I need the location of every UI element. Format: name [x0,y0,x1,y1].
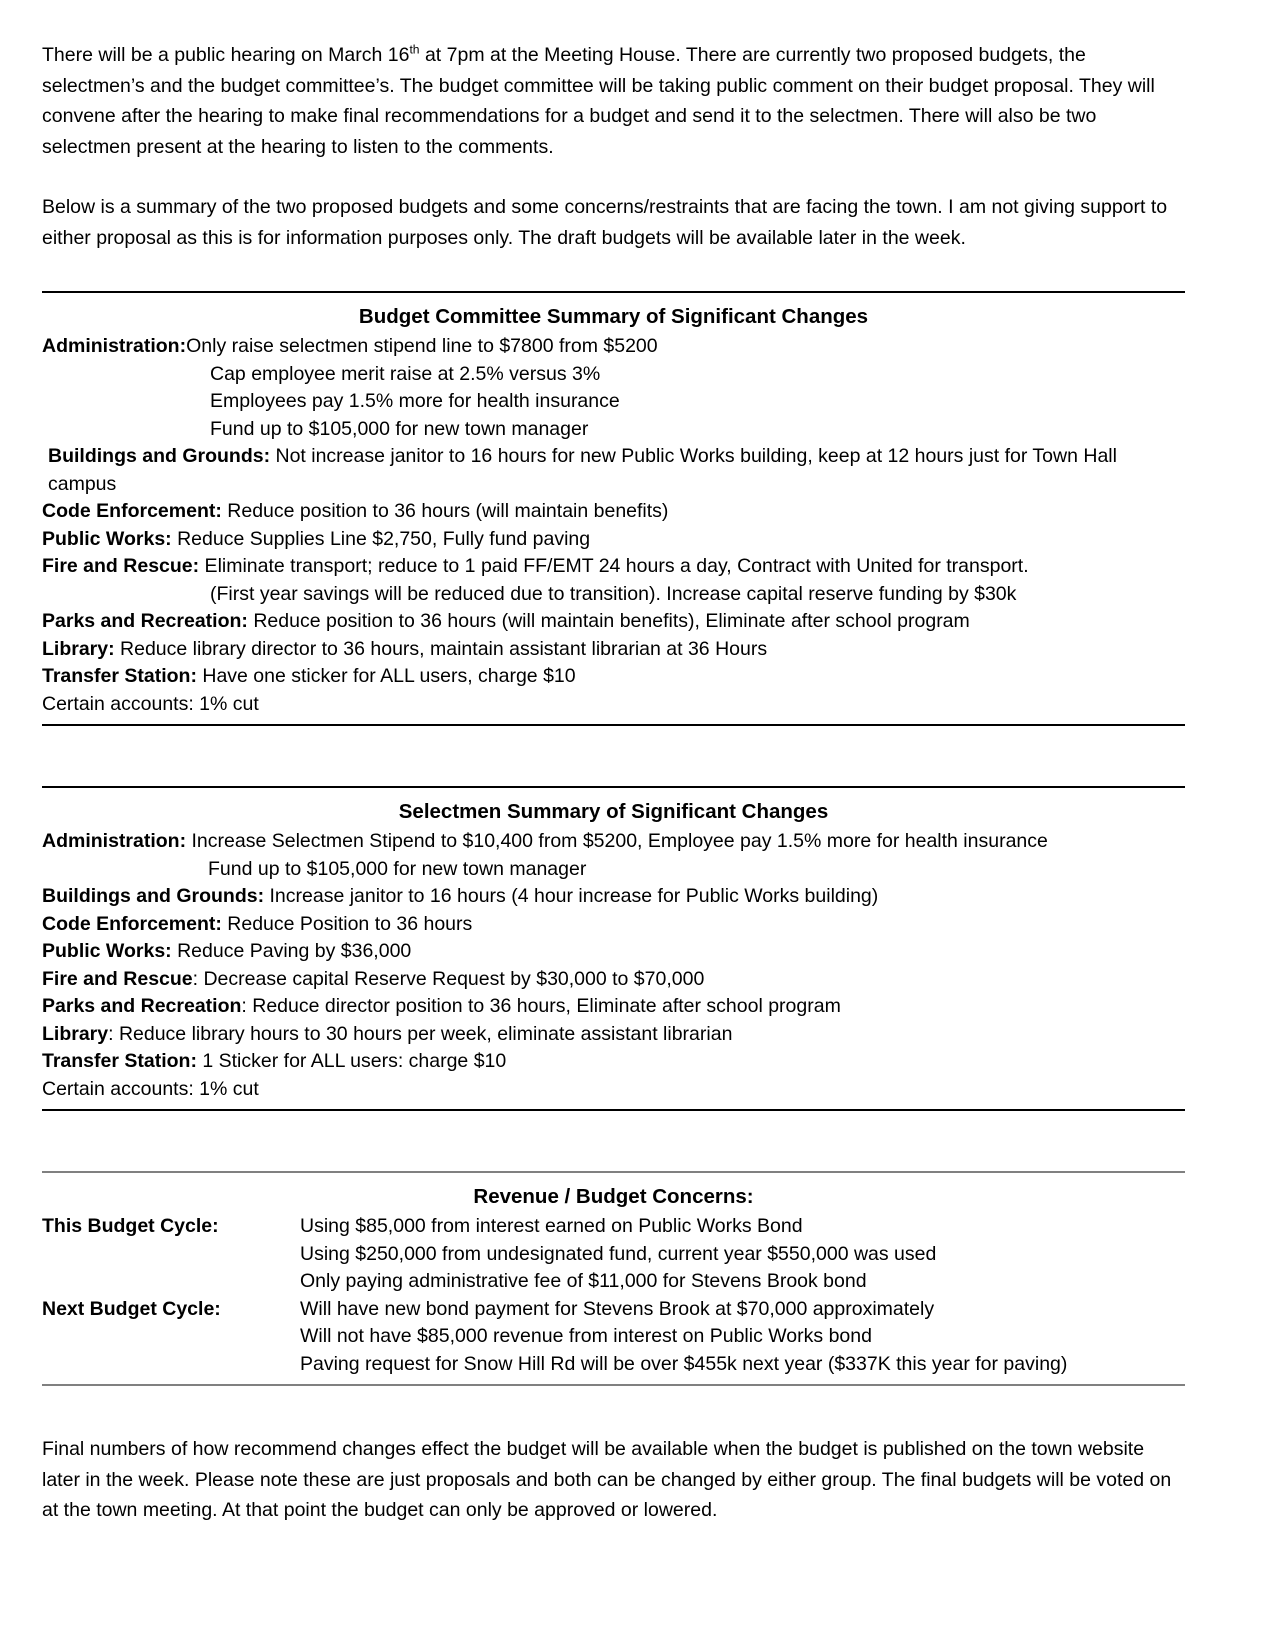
sm-transfer-label: Transfer Station: [42,1050,197,1072]
sm-parks-text: : Reduce director position to 36 hours, Eliminate after school program [241,995,841,1017]
bc-public-works-text: Reduce Supplies Line $2,750, Fully fund paving [171,527,591,550]
this-budget-cycle-line-2: Using $250,000 from undesignated fund, current year $550,000 was used [300,1242,937,1265]
sm-transfer-text: 1 Sticker for ALL users: charge $10 [196,1050,507,1072]
sm-certain-accounts-row [42,1076,1185,1110]
bc-fire-text: Eliminate transport; reduce to 1 paid FF/EMT 24 hours a day, Contract with United for transport. [199,555,1029,577]
intro-paragraph-1-part-a: There will be a public hearing on March 16 [42,44,410,66]
bc-administration-line-1: Only raise selectmen stipend line to $7800 from $5200 [186,335,658,357]
bc-parks-row [42,608,1185,636]
spacer [42,1386,1185,1434]
revenue-row [42,1296,1185,1324]
bc-parks-label: Parks and Recreation: [42,610,248,632]
budget-committee-section [42,291,1185,726]
bc-buildings-label: Buildings and Grounds: [48,445,271,467]
bc-administration-line-2: Cap employee merit raise at 2.5% versus 3% [210,362,601,385]
ordinal-suffix: th [409,42,420,57]
sm-library-text: : Reduce library hours to 30 hours per week, eliminate assistant librarian [108,1022,733,1045]
spacer [42,253,1185,291]
sm-code-label: Code Enforcement: [42,912,222,935]
sm-public-works-row [42,938,1185,966]
sm-administration-line-1: Increase Selectmen Stipend to $10,400 from $5200, Employee pay 1.5% more for health insurance [186,830,1048,852]
sm-administration-line-2-row [42,856,1185,884]
bc-fire-line-2-row [42,581,1185,609]
revenue-concerns-title: Revenue / Budget Concerns: [473,1185,754,1208]
sm-library-label: Library [42,1022,109,1045]
sm-parks-row [42,993,1185,1021]
bc-administration-label: Administration: [42,335,187,357]
bc-code-text: Reduce position to 36 hours (will maintain benefits) [221,500,669,522]
this-budget-cycle-line-1: Using $85,000 from interest earned on Public Works Bond [300,1215,803,1237]
revenue-row [42,1323,1185,1351]
revenue-label-spacer [42,1241,300,1269]
bc-fire-label: Fire and Rescue: [42,555,200,577]
bc-buildings-row [42,443,1185,498]
bc-administration-line-4-row [42,416,1185,444]
bc-transfer-text: Have one sticker for ALL users, charge $10 [196,665,576,687]
sm-library-row [42,1021,1185,1049]
revenue-label-spacer [42,1268,300,1296]
bc-public-works-label: Public Works: [42,527,172,550]
intro-paragraph-2: Below is a summary of the two proposed budgets and some concerns/restraints that are facing the town. I am not giving support to either proposal as this is for information purposes only. The draft budgets will be available later in the week. [42,196,1168,249]
revenue-row [42,1351,1185,1385]
next-budget-cycle-line-3: Paving request for Snow Hill Rd will be over $455k next year ($337K this year for paving) [300,1352,1068,1375]
revenue-concerns-section [42,1171,1185,1386]
bc-transfer-label: Transfer Station: [42,665,197,687]
sm-parks-label: Parks and Recreation [42,995,242,1017]
bc-fire-line-2: (First year savings will be reduced due to transition). Increase capital reserve funding by $30k [210,582,1017,605]
sm-buildings-text: Increase janitor to 16 hours (4 hour increase for Public Works building) [264,885,879,907]
sm-code-row [42,911,1185,939]
bc-administration-line-4: Fund up to $105,000 for new town manager [210,417,589,440]
revenue-label-spacer [42,1351,300,1379]
spacer [42,1111,1185,1171]
bc-public-works-row [42,526,1185,554]
sm-buildings-row [42,883,1185,911]
revenue-row [42,1268,1185,1296]
bc-library-text: Reduce library director to 36 hours, maintain assistant librarian at 36 Hours [114,637,768,660]
sm-public-works-label: Public Works: [42,940,172,962]
spacer [42,726,1185,786]
revenue-label-spacer [42,1323,300,1351]
bc-buildings-text: Not increase janitor to 16 hours for new Public Works building, keep at 12 hours just for Town Hall campus [48,445,1117,495]
budget-committee-title: Budget Committee Summary of Significant Changes [358,305,869,328]
closing-paragraph: Final numbers of how recommend changes effect the budget will be available when the budget is published on the town website later in the week. Please note these are just proposals and both can be changed by either group. The final budgets will be voted on at the town meeting. At that point the budget can only be approved or lowered. [42,1438,1172,1521]
sm-code-text: Reduce Position to 36 hours [221,912,473,935]
sm-public-works-text: Reduce Paving by $36,000 [171,940,412,962]
sm-transfer-row [42,1048,1185,1076]
sm-certain-accounts: Certain accounts: 1% cut [42,1077,259,1100]
bc-certain-accounts-row [42,691,1185,725]
sm-fire-text: : Decrease capital Reserve Request by $30,000 to $70,000 [192,967,705,990]
bc-administration-row [42,333,1185,361]
intro-paragraph-1 [42,40,1185,162]
sm-buildings-label: Buildings and Grounds: [42,885,265,907]
bc-certain-accounts: Certain accounts: 1% cut [42,692,259,715]
bc-transfer-row [42,663,1185,691]
revenue-row [42,1213,1185,1241]
sm-fire-row [42,966,1185,994]
selectmen-section [42,786,1185,1111]
selectmen-title: Selectmen Summary of Significant Changes [398,800,829,823]
this-budget-cycle-label: This Budget Cycle: [42,1215,219,1237]
bc-library-label: Library: [42,637,115,660]
bc-fire-row [42,553,1185,581]
revenue-row [42,1241,1185,1269]
sm-administration-line-2: Fund up to $105,000 for new town manager [208,857,587,880]
next-budget-cycle-label: Next Budget Cycle: [42,1297,221,1320]
this-budget-cycle-line-3: Only paying administrative fee of $11,000 for Stevens Brook bond [300,1270,867,1292]
sm-administration-row [42,828,1185,856]
bc-code-label: Code Enforcement: [42,500,222,522]
bc-administration-line-3-row [42,388,1185,416]
bc-code-row [42,498,1185,526]
bc-library-row [42,636,1185,664]
bc-administration-line-3: Employees pay 1.5% more for health insurance [210,390,620,412]
next-budget-cycle-line-1: Will have new bond payment for Stevens Brook at $70,000 approximately [300,1297,935,1320]
bc-parks-text: Reduce position to 36 hours (will maintain benefits), Eliminate after school program [247,610,970,632]
bc-administration-line-2-row [42,361,1185,389]
intro-paragraph-1-part-b: at 7pm at the Meeting House. There are currently two proposed budgets, the selectmen’s and the budget committee’s. The budget committee will be taking public comment on their budget proposal. They will convene after the hearing to make final recommendations for a budget and send it to the selectmen. There will also be two selectmen present at the hearing to listen to the comments. [42,44,1155,158]
sm-administration-label: Administration: [42,830,187,852]
next-budget-cycle-line-2: Will not have $85,000 revenue from interest on Public Works bond [300,1325,872,1347]
spacer [42,162,1185,192]
sm-fire-label: Fire and Rescue [42,967,193,990]
